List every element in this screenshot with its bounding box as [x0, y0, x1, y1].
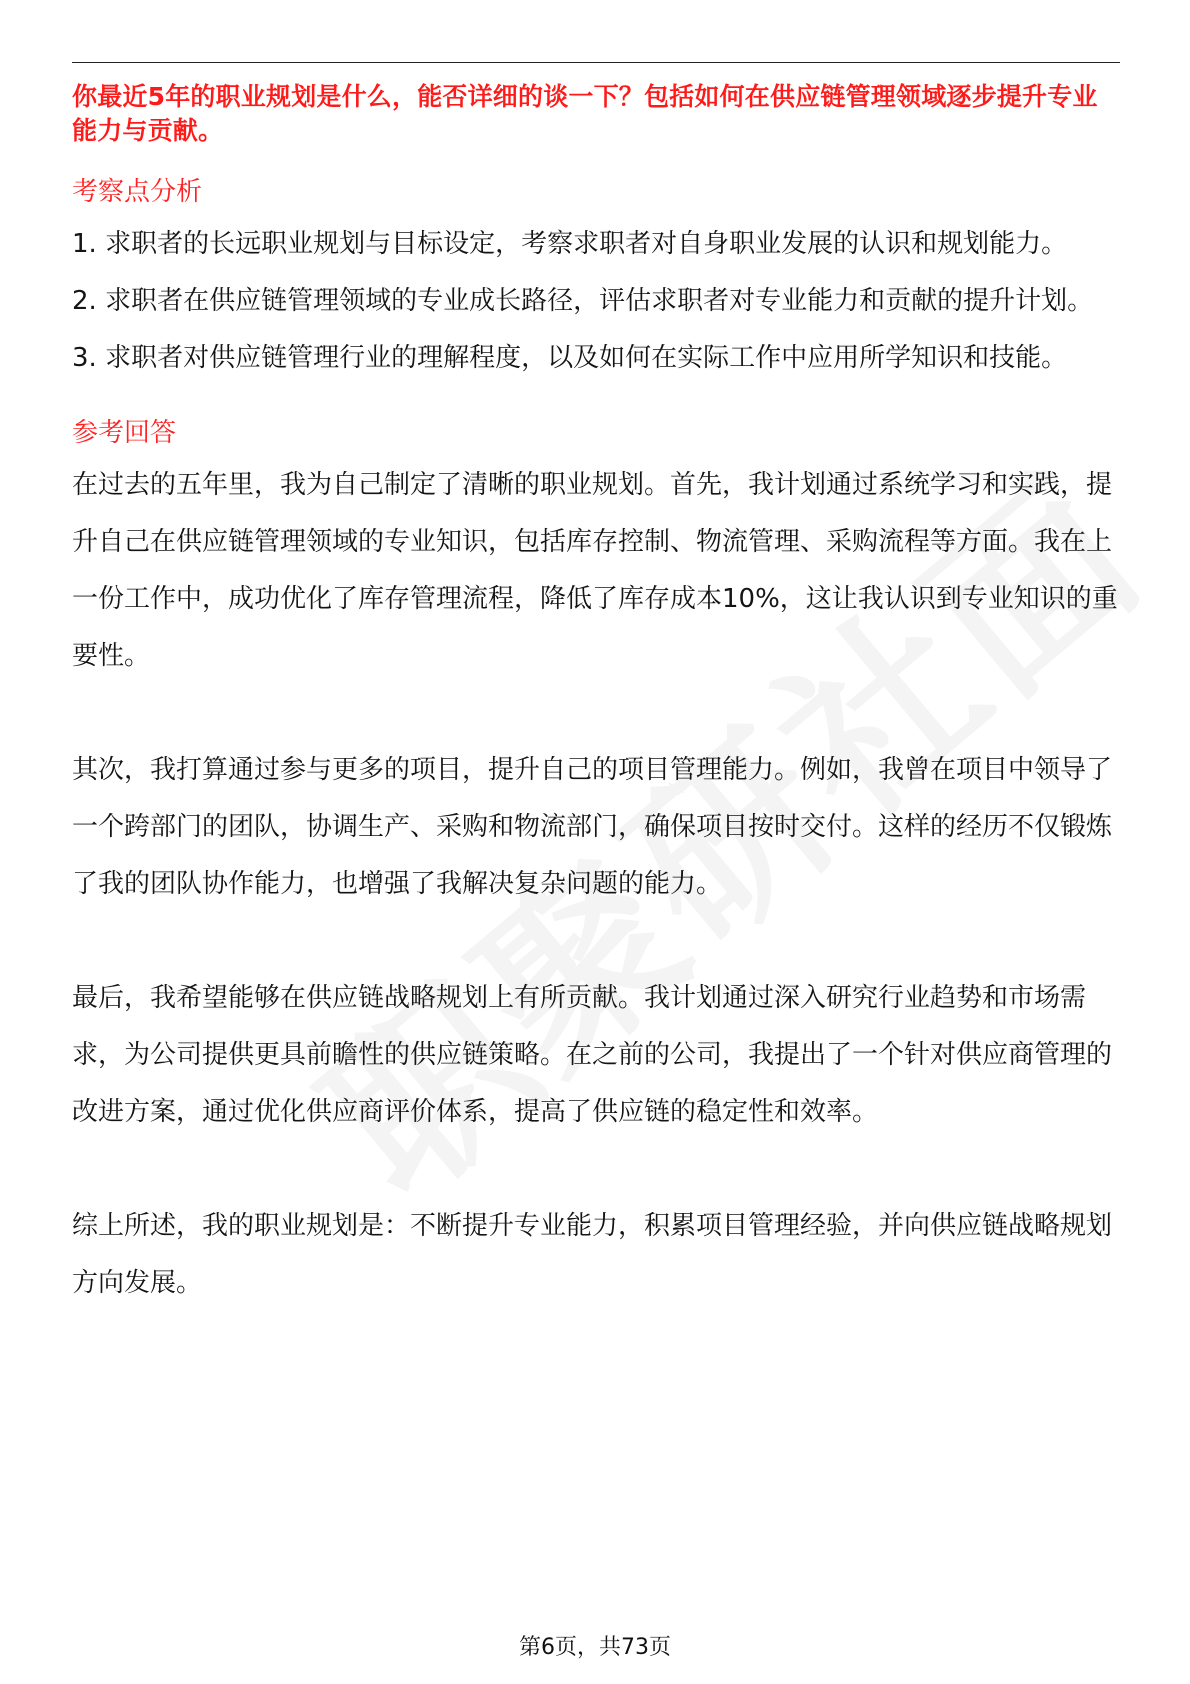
answer-body	[72, 457, 1120, 1312]
answer-paragraph: 其次，我打算通过参与更多的项目，提升自己的项目管理能力。例如，我曾在项目中领导了一个跨部门的团队，协调生产、采购和物流部门，确保项目按时交付。这样的经历不仅锻炼了我的团队协作能力，也增强了我解决复杂问题的能力。	[72, 755, 1113, 899]
question-title: 你最近5年的职业规划是什么，能否详细的谈一下？包括如何在供应链管理领域逐步提升专业能力与贡献。	[72, 82, 1098, 145]
page-content	[72, 80, 1120, 1312]
top-divider	[72, 62, 1120, 63]
answer-paragraph: 在过去的五年里，我为自己制定了清晰的职业规划。首先，我计划通过系统学习和实践，提升自己在供应链管理领域的专业知识，包括库存控制、物流管理、采购流程等方面。我在上一份工作中，成功优化了库存管理流程，降低了库存成本10%，这让我认识到专业知识的重要性。	[72, 470, 1118, 671]
analysis-item: 3. 求职者对供应链管理行业的理解程度，以及如何在实际工作中应用所学知识和技能。	[72, 343, 1068, 373]
answer-heading: 参考回答	[72, 418, 177, 448]
analysis-item: 2. 求职者在供应链管理领域的专业成长路径，评估求职者对专业能力和贡献的提升计划。	[72, 286, 1094, 316]
analysis-heading: 考察点分析	[72, 177, 203, 207]
paragraph-spacer	[72, 1141, 1120, 1198]
answer-paragraph: 综上所述，我的职业规划是：不断提升专业能力，积累项目管理经验，并向供应链战略规划方向发展。	[72, 1211, 1113, 1298]
analysis-list	[72, 216, 1120, 387]
answer-paragraph: 最后，我希望能够在供应链战略规划上有所贡献。我计划通过深入研究行业趋势和市场需求，为公司提供更具前瞻性的供应链策略。在之前的公司，我提出了一个针对供应商管理的改进方案，通过优化供应商评价体系，提高了供应链的稳定性和效率。	[72, 983, 1113, 1127]
paragraph-spacer	[72, 913, 1120, 970]
analysis-item: 1. 求职者的长远职业规划与目标设定，考察求职者对自身职业发展的认识和规划能力。	[72, 229, 1068, 259]
page-number: 第6页，共73页	[519, 1635, 671, 1660]
paragraph-spacer	[72, 685, 1120, 742]
